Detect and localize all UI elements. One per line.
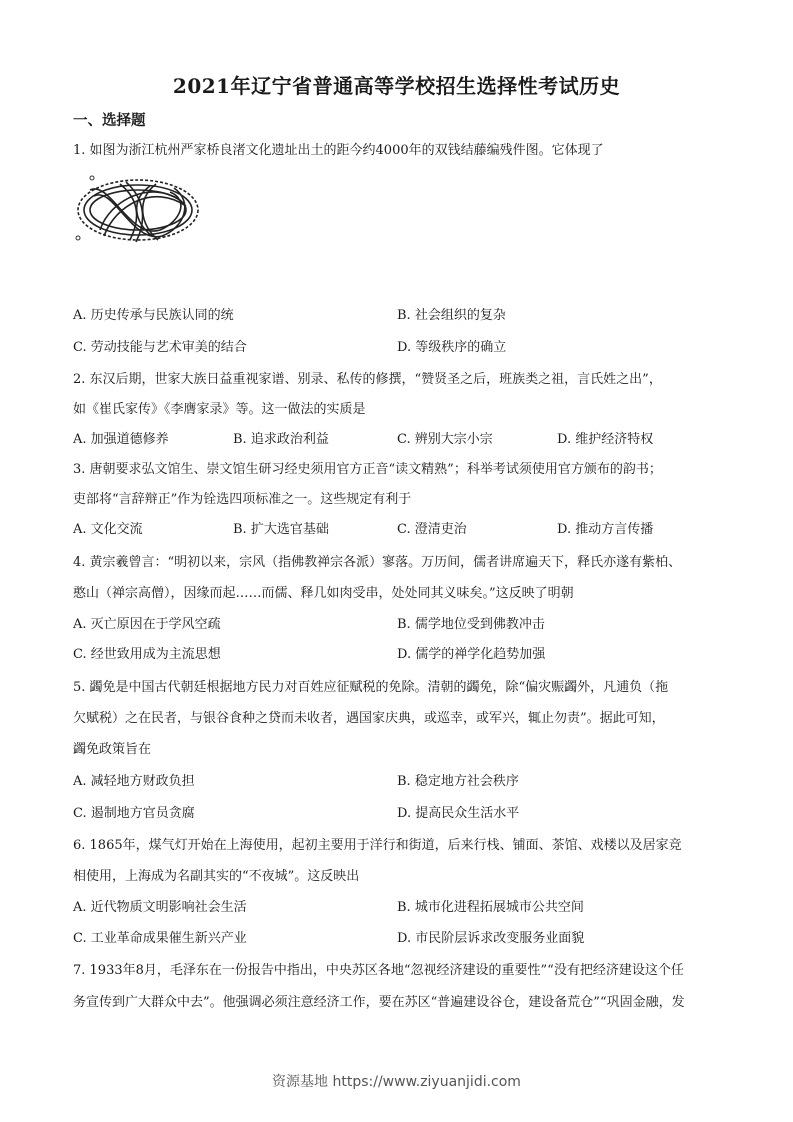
option-c: C. 遏制地方官员贪腐 bbox=[73, 806, 195, 821]
watermark-footer: 资源基地 https://www.ziyuanjidi.com bbox=[272, 1074, 521, 1090]
section-heading: 一、选择题 bbox=[73, 112, 146, 129]
option-a: A. 加强道德修养 bbox=[73, 432, 169, 447]
option-b: B. 社会组织的复杂 bbox=[397, 308, 506, 323]
question-text: 1. 如图为浙江杭州严家桥良渚文化遗址出土的距今约4000年的双钱结藤编残件图。它体现了 bbox=[73, 143, 604, 158]
option-b: B. 儒学地位受到佛教冲击 bbox=[397, 617, 545, 632]
option-c: C. 澄清吏治 bbox=[397, 522, 467, 537]
question-text: 2. 东汉后期，世家大族日益重视家谱、别录、私传的修撰，“赞贤圣之后，班族类之祖，言氏姓之出”， bbox=[73, 372, 662, 387]
option-d: D. 提高民众生活水平 bbox=[397, 806, 520, 821]
option-d: D. 等级秩序的确立 bbox=[397, 340, 507, 355]
option-b: B. 稳定地方社会秩序 bbox=[397, 774, 519, 789]
option-a: A. 灭亡原因在于学风空疏 bbox=[73, 617, 221, 632]
question-text: 7. 1933年8月，毛泽东在一份报告中指出，中央苏区各地“忽视经济建设的重要性”“没有把经济建设这个任 bbox=[73, 963, 684, 978]
question-text: 4. 黄宗羲曾言：“明初以来，宗风（指佛教禅宗各派）寥落。万历间，儒者讲席遍天下，释氏亦遂有紫柏、 bbox=[73, 555, 682, 570]
question-text: 如《崔氏家传》《李膺家录》等。这一做法的实质是 bbox=[73, 402, 366, 417]
question-text: 5. 蠲免是中国古代朝廷根据地方民力对百姓应征赋税的免除。清朝的蠲免，除“偏灾赈蠲外，凡逋负（拖 bbox=[73, 680, 669, 695]
question-text: 6. 1865年，煤气灯开始在上海使用，起初主要用于洋行和街道，后来行栈、铺面、茶馆、戏楼以及居家竞 bbox=[73, 838, 682, 853]
option-d: D. 维护经济特权 bbox=[557, 432, 654, 447]
option-b: B. 追求政治利益 bbox=[233, 432, 329, 447]
option-d: D. 市民阶层诉求改变服务业面貌 bbox=[397, 931, 585, 946]
option-b: B. 城市化进程拓展城市公共空间 bbox=[397, 900, 584, 915]
question-text: 蠲免政策旨在 bbox=[73, 742, 152, 757]
option-d: D. 推动方言传播 bbox=[557, 522, 654, 537]
double-coin-knot-figure bbox=[70, 170, 206, 248]
option-b: B. 扩大选官基础 bbox=[233, 522, 329, 537]
option-c: C. 辨别大宗小宗 bbox=[397, 432, 493, 447]
question-text: 3. 唐朝要求弘文馆生、崇文馆生研习经史须用官方正音“读文精熟”；科举考试须使用官方颁布的韵书； bbox=[73, 462, 662, 477]
option-a: A. 历史传承与民族认同的统 bbox=[73, 308, 234, 323]
page-title: 2021年辽宁省普通高等学校招生选择性考试历史 bbox=[172, 74, 621, 98]
question-text: 相使用，上海成为名副其实的“不夜城”。这反映出 bbox=[73, 869, 360, 884]
option-c: C. 工业革命成果催生新兴产业 bbox=[73, 931, 247, 946]
option-c: C. 劳动技能与艺术审美的结合 bbox=[73, 340, 247, 355]
knot-image-icon bbox=[70, 170, 206, 248]
option-c: C. 经世致用成为主流思想 bbox=[73, 647, 221, 662]
option-a: A. 减轻地方财政负担 bbox=[73, 774, 195, 789]
question-text: 吏部将“言辞辩正”作为铨选四项标准之一。这些规定有利于 bbox=[73, 492, 412, 507]
option-a: A. 近代物质文明影响社会生活 bbox=[73, 900, 247, 915]
question-text: 憨山（禅宗高僧），因缘而起……而儒、释几如肉受串，处处同其义味矣。”这反映了明朝 bbox=[73, 586, 574, 601]
question-text: 务宣传到广大群众中去”。他强调必须注意经济工作，要在苏区“普遍建设谷仓，建设备荒仓”“巩固金融，发 bbox=[73, 995, 685, 1010]
question-text: 欠赋税）之在民者，与银谷食种之贷而未收者，遇国家庆典，或巡幸，或军兴，辄止勿责”。据此可知， bbox=[73, 711, 665, 726]
option-a: A. 文化交流 bbox=[73, 522, 143, 537]
option-d: D. 儒学的禅学化趋势加强 bbox=[397, 647, 546, 662]
